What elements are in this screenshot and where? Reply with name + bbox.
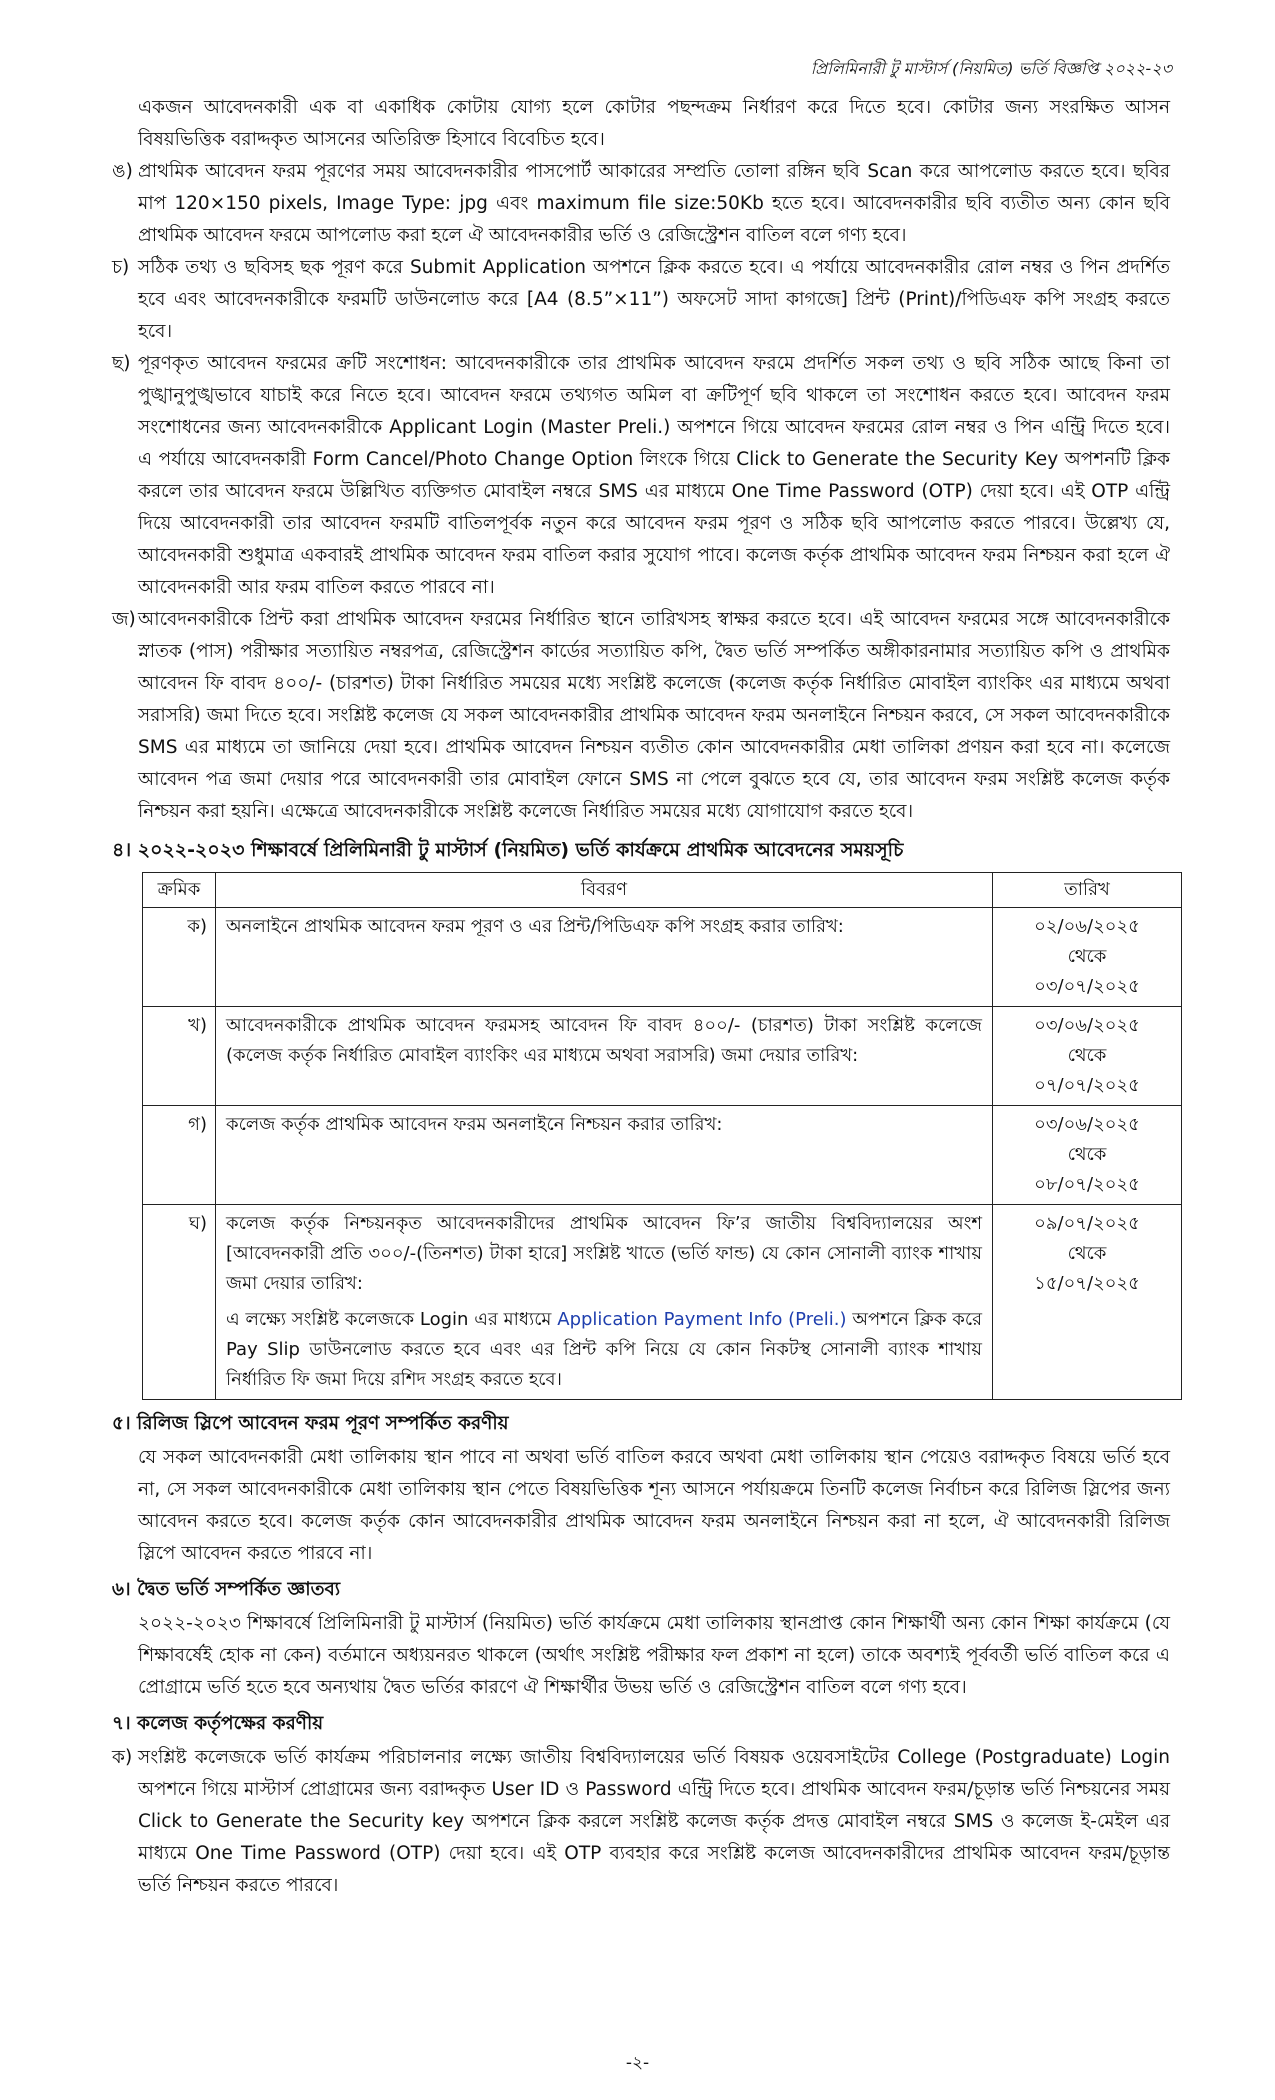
- row-date: [993, 908, 1182, 1007]
- note-before: এ লক্ষ্যে সংশ্লিষ্ট কলেজকে Login এর মাধ্যমে: [226, 1309, 552, 1330]
- row-desc: [216, 1205, 993, 1400]
- payment-note: [226, 1305, 982, 1395]
- date-from: ০৩/০৬/২০২৫: [1034, 1114, 1140, 1135]
- item-label: ঙ): [112, 161, 133, 182]
- section-5-text: যে সকল আবেদনকারী মেধা তালিকায় স্থান পাবে না অথবা ভর্তি বাতিল করবে অথবা মেধা তালিকায় স্থান পেয়েও বরাদ্দকৃত বিষয়ে ভর্তি হবে না, সে সকল আবেদনকারীকে মেধা তালিকায় স্থান পেতে বিষয়ভিত্তিক শূন্য আসনে পর্যায়ক্রমে তিনটি কলেজ নির্বাচন করে রিলিজ স্লিপের জন্য আবেদন করতে হবে। কলেজ কর্তৃক কোন আবেদনকারীর প্রাথমিক আবেদন ফরম অনলাইনে নিশ্চয়ন করা না হলে, ঐ আবেদনকারী রিলিজ স্লিপে আবেদন করতে পারবে না।: [138, 1447, 1170, 1564]
- col-header-desc: বিবরণ: [216, 873, 993, 908]
- item-uma: [112, 156, 1170, 252]
- row-serial: গ): [143, 1106, 216, 1205]
- date-to: ০৮/০৭/২০২৫: [1034, 1174, 1140, 1195]
- date-sep: থেকে: [1067, 1045, 1107, 1066]
- section-4-heading: ৪। ২০২২-২০২৩ শিক্ষাবর্ষে প্রিলিমিনারী টু মাস্টার্স (নিয়মিত) ভর্তি কার্যক্রমে প্রাথমিক আবেদনের সময়সূচি: [112, 839, 904, 861]
- date-to: ০৩/০৭/২০২৫: [1034, 976, 1140, 997]
- row-desc: আবেদনকারীকে প্রাথমিক আবেদন ফরমসহ আবেদন ফি বাবদ ৪০০/- (চারশত) টাকা সংশ্লিষ্ট কলেজে (কলেজ কর্তৃক নির্ধারিত মোবাইল ব্যাংকিং এর মাধ্যমে অথবা সরাসরি) জমা দেয়ার তারিখ:: [216, 1007, 993, 1106]
- item-text: আবেদনকারীকে প্রিন্ট করা প্রাথমিক আবেদন ফরমের নির্ধারিত স্থানে তারিখসহ স্বাক্ষর করতে হবে। এই আবেদন ফরমের সঙ্গে আবেদনকারীকে স্নাতক (পাস) পরীক্ষার সত্যায়িত নম্বরপত্র, রেজিস্ট্রেশন কার্ডের সত্যায়িত কপি, দ্বৈত ভর্তি সম্পর্কিত অঙ্গীকারনামার সত্যায়িত কপি ও প্রাথমিক আবেদন ফি বাবদ ৪০০/- (চারশত) টাকা নির্ধারিত সময়ের মধ্যে সংশ্লিষ্ট কলেজে (কলেজ কর্তৃক নির্ধারিত মোবাইল ব্যাংকিং এর মাধ্যমে অথবা সরাসরি) জমা দিতে হবে। সংশ্লিষ্ট কলেজ যে সকল আবেদনকারীর প্রাথমিক আবেদন ফরম অনলাইনে নিশ্চয়ন করবে, সে সকল আবেদনকারীকে SMS এর মাধ্যমে তা জানিয়ে দেয়া হবে। প্রাথমিক আবেদন নিশ্চয়ন ব্যতীত কোন আবেদনকারীর মেধা তালিকা প্রণয়ন করা হবে না। কলেজে আবেদন পত্র জমা দেয়ার পরে আবেদনকারী তার মোবাইল ফোনে SMS না পেলে বুঝতে হবে যে, তার আবেদন ফরম সংশ্লিষ্ট কলেজ কর্তৃক নিশ্চয়ন করা হয়নি। এক্ষেত্রে আবেদনকারীকে সংশ্লিষ্ট কলেজে নির্ধারিত সময়ের মধ্যে যোগাযোগ করতে হবে।: [138, 609, 1170, 822]
- col-header-date: তারিখ: [993, 873, 1182, 908]
- section-5-heading: ৫। রিলিজ স্লিপে আবেদন ফরম পূরণ সম্পর্কিত করণীয়: [112, 1413, 509, 1434]
- item-label: ছ): [112, 353, 131, 374]
- table-row: [143, 1205, 1182, 1400]
- document-body: [112, 92, 1170, 1902]
- intro-paragraph: একজন আবেদনকারী এক বা একাধিক কোটায় যোগ্য হলে কোটার পছন্দক্রম নির্ধারণ করে দিতে হবে। কোটার জন্য সংরক্ষিত আসন বিষয়ভিত্তিক বরাদ্দকৃত আসনের অতিরিক্ত হিসাবে বিবেচিত হবে।: [138, 97, 1170, 150]
- table-header-row: [143, 873, 1182, 908]
- date-to: ১৫/০৭/২০২৫: [1034, 1273, 1140, 1294]
- table-row: [143, 1106, 1182, 1205]
- row-date: [993, 1007, 1182, 1106]
- item-text: প্রাথমিক আবেদন ফরম পূরণের সময় আবেদনকারীর পাসপোর্ট আকারের সম্প্রতি তোলা রঙ্গিন ছবি Scan করে আপলোড করতে হবে। ছবির মাপ 120×150 pixels, Image Type: jpg এবং maximum file size:50Kb হতে হবে। আবেদনকারীর ছবি ব্যতীত অন্য কোন ছবি প্রাথমিক আবেদন ফরমে আপলোড করা হলে ঐ আবেদনকারীর ভর্তি ও রেজিস্ট্রেশন বাতিল বলে গণ্য হবে।: [138, 161, 1170, 246]
- application-payment-info-link[interactable]: Application Payment Info (Preli.): [557, 1309, 847, 1330]
- table-row: [143, 908, 1182, 1007]
- row-serial: খ): [143, 1007, 216, 1106]
- date-to: ০৭/০৭/২০২৫: [1034, 1075, 1140, 1096]
- date-sep: থেকে: [1067, 1243, 1107, 1264]
- table-row: [143, 1007, 1182, 1106]
- item-chha: [112, 348, 1170, 604]
- row-date: [993, 1106, 1182, 1205]
- item-text: সঠিক তথ্য ও ছবিসহ ছক পূরণ করে Submit Application অপশনে ক্লিক করতে হবে। এ পর্যায়ে আবেদনকারীর রোল নম্বর ও পিন প্রদর্শিত হবে এবং আবেদনকারীকে ফরমটি ডাউনলোড করে [A4 (8.5”×11”) অফসেট সাদা কাগজে] প্রিন্ট (Print)/পিডিএফ কপি সংগ্রহ করতে হবে।: [138, 257, 1170, 342]
- row-serial: ক): [143, 908, 216, 1007]
- page-number: -২-: [625, 2053, 650, 2073]
- date-sep: থেকে: [1067, 1144, 1107, 1165]
- row-desc: অনলাইনে প্রাথমিক আবেদন ফরম পূরণ ও এর প্রিন্ট/পিডিএফ কপি সংগ্রহ করার তারিখ:: [216, 908, 993, 1007]
- section-7-item-ka: [112, 1742, 1170, 1902]
- item-label: চ): [112, 257, 130, 278]
- date-sep: থেকে: [1067, 946, 1107, 967]
- section-6-text: ২০২২-২০২৩ শিক্ষাবর্ষে প্রিলিমিনারী টু মাস্টার্স (নিয়মিত) ভর্তি কার্যক্রমে মেধা তালিকায় স্থানপ্রাপ্ত কোন শিক্ষার্থী অন্য কোন শিক্ষা কার্যক্রমে (যে শিক্ষাবর্ষেই হোক না কেন) বর্তমানে অধ্যয়নরত থাকলে (অর্থাৎ সংশ্লিষ্ট পরীক্ষার ফল প্রকাশ না হলে) তাকে অবশ্যই পূর্ববর্তী ভর্তি বাতিল করে এ প্রোগ্রামে ভর্তি হতে হবে অন্যথায় দ্বৈত ভর্তির কারণে ঐ শিক্ষার্থীর উভয় ভর্তি ও রেজিস্ট্রেশন বাতিল বলে গণ্য হবে।: [138, 1613, 1170, 1698]
- row-serial: ঘ): [143, 1205, 216, 1400]
- schedule-table: [142, 872, 1182, 1400]
- date-from: ০৩/০৬/২০২৫: [1034, 1015, 1140, 1036]
- col-header-serial: ক্রমিক: [143, 873, 216, 908]
- row-desc: কলেজ কর্তৃক প্রাথমিক আবেদন ফরম অনলাইনে নিশ্চয়ন করার তারিখ:: [216, 1106, 993, 1205]
- row-desc-text: কলেজ কর্তৃক নিশ্চয়নকৃত আবেদনকারীদের প্রাথমিক আবেদন ফি’র জাতীয় বিশ্ববিদ্যালয়ের অংশ [আবেদনকারী প্রতি ৩০০/-(তিনশত) টাকা হারে] সংশ্লিষ্ট খাতে (ভর্তি ফান্ড) যে কোন সোনালী ব্যাংক শাখায় জমা দেয়ার তারিখ:: [226, 1213, 982, 1294]
- item-label: জ): [112, 609, 136, 630]
- date-from: ০৯/০৭/২০২৫: [1034, 1213, 1140, 1234]
- row-date: [993, 1205, 1182, 1400]
- note-after: অপশনে ক্লিক করে Pay Slip ডাউনলোড করতে হবে এবং এর প্রিন্ট কপি নিয়ে যে কোন নিকটস্থ সোনালী ব্যাংক শাখায় নির্ধারিত ফি জমা দিয়ে রশিদ সংগ্রহ করতে হবে।: [226, 1309, 982, 1390]
- date-from: ০২/০৬/২০২৫: [1034, 916, 1140, 937]
- item-cha: [112, 252, 1170, 348]
- running-header: প্রিলিমিনারী টু মাস্টার্স (নিয়মিত) ভর্তি বিজ্ঞপ্তি ২০২২-২৩: [810, 59, 1172, 78]
- section-6-heading: ৬। দ্বৈত ভর্তি সম্পর্কিত জ্ঞাতব্য: [112, 1579, 341, 1600]
- item-label: ক): [112, 1747, 133, 1768]
- item-text: পূরণকৃত আবেদন ফরমের ক্রটি সংশোধন: আবেদনকারীকে তার প্রাথমিক আবেদন ফরমে প্রদর্শিত সকল তথ্য ও ছবি সঠিক আছে কিনা তা পুঙ্খানুপুঙ্খভাবে যাচাই করে নিতে হবে। আবেদন ফরমে তথ্যগত অমিল বা ক্রটিপূর্ণ ছবি থাকলে তা সংশোধন করতে হবে। আবেদন ফরম সংশোধনের জন্য আবেদনকারীকে Applicant Login (Master Preli.) অপশনে গিয়ে আবেদন ফরমের রোল নম্বর ও পিন এন্ট্রি দিতে হবে। এ পর্যায়ে আবেদনকারী Form Cancel/Photo Change Option লিংকে গিয়ে Click to Generate the Security Key অপশনটি ক্লিক করলে তার আবেদন ফরমে উল্লিখিত ব্যক্তিগত মোবাইল নম্বরে SMS এর মাধ্যমে One Time Password (OTP) দেয়া হবে। এই OTP এন্ট্রি দিয়ে আবেদনকারী তার আবেদন ফরমটি বাতিলপূর্বক নতুন করে আবেদন ফরম পূরণ ও সঠিক ছবি আপলোড করতে পারবে। উল্লেখ্য যে, আবেদনকারী শুধুমাত্র একবারই প্রাথমিক আবেদন ফরম বাতিল করার সুযোগ পাবে। কলেজ কর্তৃক প্রাথমিক আবেদন ফরম নিশ্চয়ন করা হলে ঐ আবেদনকারী আর ফরম বাতিল করতে পারবে না।: [138, 353, 1170, 598]
- item-text: সংশ্লিষ্ট কলেজকে ভর্তি কার্যক্রম পরিচালনার লক্ষ্যে জাতীয় বিশ্ববিদ্যালয়ের ভর্তি বিষয়ক ওয়েবসাইটের College (Postgraduate) Login অপশনে গিয়ে মাস্টার্স প্রোগ্রামের জন্য বরাদ্দকৃত User ID ও Password এন্ট্রি দিতে হবে। প্রাথমিক আবেদন ফরম/চূড়ান্ত ভর্তি নিশ্চয়নের সময় Click to Generate the Security key অপশনে ক্লিক করলে সংশ্লিষ্ট কলেজ কর্তৃক প্রদত্ত মোবাইল নম্বরে SMS ও কলেজ ই-মেইল এর মাধ্যমে One Time Password (OTP) দেয়া হবে। এই OTP ব্যবহার করে সংশ্লিষ্ট কলেজ আবেদনকারীদের প্রাথমিক আবেদন ফরম/চূড়ান্ত ভর্তি নিশ্চয়ন করতে পারবে।: [138, 1747, 1170, 1896]
- section-7-heading: ৭। কলেজ কর্তৃপক্ষের করণীয়: [112, 1713, 324, 1734]
- item-ja: [112, 604, 1170, 828]
